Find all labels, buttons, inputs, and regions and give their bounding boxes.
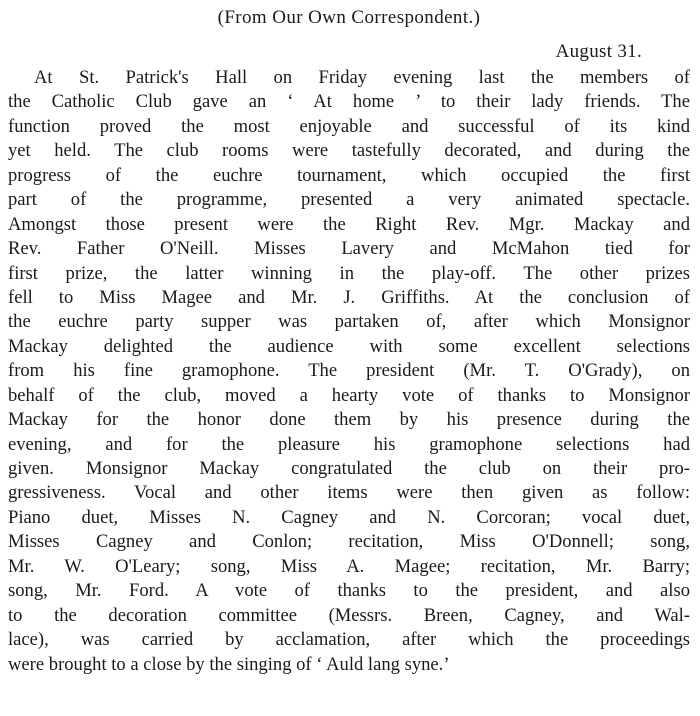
article-line: Mackay for the honor done them by his presence during the (8, 409, 690, 431)
article-line: from his fine gramophone. The president (Mr. T. O'Grady), on (8, 360, 690, 382)
article-line: song, Mr. Ford. A vote of thanks to the president, and also (8, 580, 690, 602)
article-line: the Catholic Club gave an ‘ At home ’ to their lady friends. The (8, 91, 690, 113)
correspondent-byline: (From Our Own Correspondent.) (217, 7, 481, 28)
article-line: Mackay delighted the audience with some excellent selections (8, 335, 690, 357)
article-line: Rev. Father O'Neill. Misses Lavery and McMahon tied for (8, 238, 690, 260)
article-line: function proved the most enjoyable and successful of its kind (8, 115, 690, 137)
article-line: evening, and for the pleasure his gramophone selections had (8, 433, 690, 455)
article-line: to the decoration committee (Messrs. Breen, Cagney, and Wal- (8, 604, 690, 626)
article-line: progress of the euchre tournament, which occupied the first (8, 164, 690, 186)
article-line: part of the programme, presented a very animated spectacle. (8, 189, 690, 211)
article-line: behalf of the club, moved a hearty vote of thanks to Monsignor (8, 384, 690, 406)
article-line: first prize, the latter winning in the play-off. The other prizes (8, 262, 690, 284)
article-line: gressiveness. Vocal and other items were then given as follow: (8, 482, 690, 504)
article-body (8, 66, 690, 677)
article-line: At St. Patrick's Hall on Friday evening last the members of (34, 67, 690, 88)
article-line: Amongst those present were the Right Rev. Mgr. Mackay and (8, 213, 690, 235)
article-line: given. Monsignor Mackay congratulated the club on their pro- (8, 458, 690, 479)
article-line: Mr. W. O'Leary; song, Miss A. Magee; recitation, Mr. Barry; (8, 555, 690, 577)
article-line: Misses Cagney and Conlon; recitation, Miss O'Donnell; song, (8, 531, 690, 553)
article-line: the euchre party supper was partaken of, after which Monsignor (8, 311, 690, 333)
article-line: lace), was carried by acclamation, after which the proceedings (8, 629, 690, 651)
dateline: August 31. (555, 41, 642, 62)
article-line: yet held. The club rooms were tastefully decorated, and during the (8, 140, 690, 162)
article-line: were brought to a close by the singing of ‘ Auld lang syne.’ (8, 653, 450, 675)
article-line: fell to Miss Magee and Mr. J. Griffiths. At the conclusion of (8, 286, 690, 308)
article-line: Piano duet, Misses N. Cagney and N. Corcoran; vocal duet, (8, 506, 690, 528)
